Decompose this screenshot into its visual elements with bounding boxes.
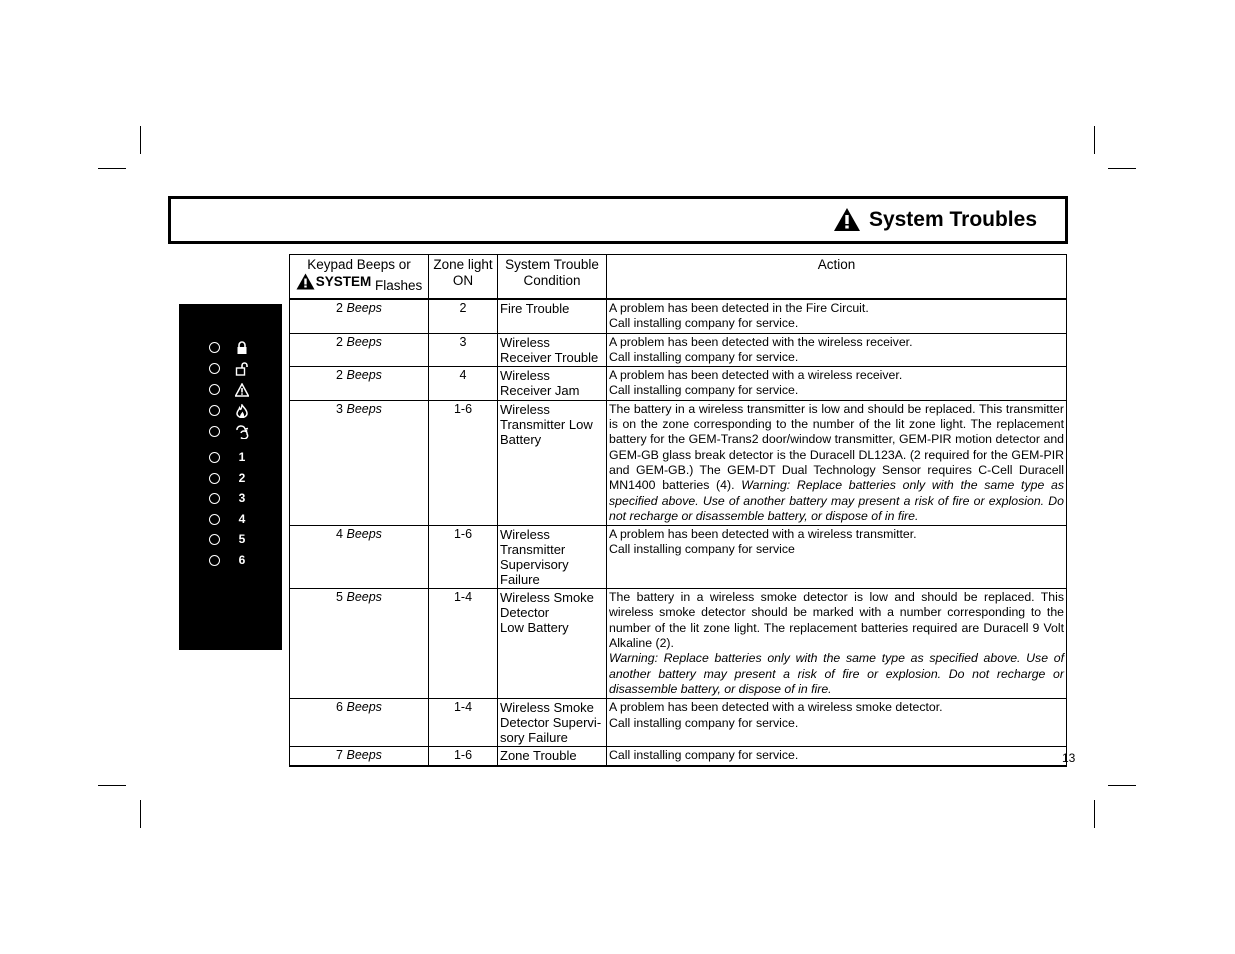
action-text: The battery in a wireless smoke detector is low and should be replaced. This wireless smoke detector should be marked with a number corresponding to the number of the lit zone light. The replacement batteries required are Duracell 9 Volt Alkaline (2). [609,590,1064,651]
condition-line: Wireless [500,527,550,543]
keypad-led [209,493,220,504]
table-header-row [290,255,1067,300]
header-text: System Trouble [505,257,599,272]
beep-word: Beeps [346,590,382,605]
header-text: Condition [523,273,581,288]
keypad-status-row [179,362,282,376]
keypad-led [209,363,220,374]
action-line: Call installing company for service. [609,349,799,364]
table-row [290,400,1067,525]
crop-mark [1108,785,1136,786]
zone-number: 1 [238,450,246,464]
beeps-cell [290,526,429,589]
crop-mark [140,126,141,154]
zone-cell: 1-4 [429,589,498,699]
condition-line: Low Battery [500,620,569,636]
zone-number: 5 [238,532,246,546]
page-title [833,207,1037,232]
crop-mark [1108,168,1136,169]
header-text: Flashes [375,278,423,293]
page-title-text: System Troubles [868,207,1037,231]
action-cell [607,589,1067,699]
header-text: Zone light [433,257,493,272]
lock-open-icon [235,362,249,376]
beep-word: Beeps [346,301,382,315]
condition-cell [498,367,607,401]
condition-line: Detector [500,605,550,621]
zone-cell: 1-6 [429,526,498,589]
beep-count: 3 [336,401,343,416]
action-cell [607,747,1067,766]
keypad-zone-row [179,513,282,527]
fire-icon [235,404,249,418]
condition-line: Wireless Smoke [500,700,594,716]
keypad-status-row [179,383,282,397]
condition-cell [498,747,607,766]
keypad-zone-row [179,533,282,547]
table-row [290,333,1067,367]
system-troubles-table [289,254,1067,767]
column-header-action [607,255,1067,300]
column-header-condition [498,255,607,300]
condition-line: sory Failure [500,730,568,746]
table-row [290,747,1067,766]
beep-word: Beeps [346,368,382,383]
beep-count: 6 [336,700,343,715]
action-line: Call installing company for service. [609,383,799,398]
header-text: Keypad Beeps or [307,257,411,272]
condition-cell [498,526,607,589]
action-line: A problem has been detected in the Fire Circuit. [609,301,869,315]
chime-icon [235,425,249,439]
beep-word: Beeps [346,334,382,349]
keypad-zone-row [179,554,282,568]
keypad-led [209,555,220,566]
header-text: ON [452,273,474,288]
condition-line: Supervisory [500,557,569,573]
beeps-cell [290,299,429,333]
beep-count: 2 [336,334,343,349]
zone-cell: 4 [429,367,498,401]
beeps-cell [290,699,429,747]
action-line: Call installing company for service. [609,748,799,763]
condition-line: Wireless Smoke [500,590,594,606]
action-cell [607,526,1067,589]
beep-count: 7 [336,748,343,763]
beep-count: 2 [336,368,343,383]
action-line: A problem has been detected with a wireless transmitter. [609,527,917,542]
zone-number: 3 [238,491,246,505]
keypad-led [209,426,220,437]
condition-cell [498,400,607,525]
zone-cell: 1-4 [429,699,498,747]
beep-count: 2 [336,301,343,315]
crop-mark [1094,800,1095,828]
table-row [290,526,1067,589]
keypad-zone-row [179,451,282,465]
crop-mark [98,168,126,169]
page-number: 13 [1062,751,1076,765]
action-cell [607,299,1067,333]
action-line: A problem has been detected with a wireless receiver. [609,368,903,383]
battery-warning-text: Warning: Replace batteries only with the same type as specified above. Use of another battery may present a risk of fire or explosion. Do not recharge or disassemble battery, or dispose of in fire. [609,651,1064,696]
zone-number: 6 [238,553,246,567]
table-row [290,589,1067,699]
zone-cell: 2 [429,299,498,333]
header-system-flashes [296,273,372,290]
condition-line: Transmitter [500,542,566,558]
beep-count: 4 [336,527,343,542]
table-row [290,367,1067,401]
crop-mark [1094,126,1095,154]
action-line: Call installing company for service. [609,715,799,730]
beep-word: Beeps [346,748,382,763]
warning-triangle-icon [833,207,861,232]
condition-cell [498,333,607,367]
battery-warning-text: Warning: Replace batteries only with the same type as specified above. Use of another battery may present a risk of fire or explosion. Do not recharge or disassemble battery, or dispose of in fire. [609,478,1064,523]
condition-cell [498,589,607,699]
keypad-led [209,405,220,416]
keypad-led [209,514,220,525]
condition-line: Detector Supervi- [500,715,602,731]
keypad-led [209,342,220,353]
condition-cell [498,699,607,747]
action-line: A problem has been detected with the wireless receiver. [609,334,913,349]
condition-line: Failure [500,572,540,588]
keypad-status-row [179,404,282,418]
beep-word: Beeps [346,700,382,715]
keypad-led [209,452,220,463]
beeps-cell [290,589,429,699]
action-line: Call installing company for service. [609,316,799,331]
beep-word: Beeps [346,527,382,542]
zone-cell: 1-6 [429,400,498,525]
condition-line: Receiver Jam [500,383,580,399]
zone-cell: 1-6 [429,747,498,766]
action-cell [607,400,1067,525]
beep-word: Beeps [346,401,382,416]
beep-count: 5 [336,590,343,605]
column-header-zone [429,255,498,300]
keypad-panel [179,304,282,650]
table-row [290,299,1067,333]
column-header-beeps [290,255,429,300]
zone-number: 2 [238,471,246,485]
keypad-zone-row [179,472,282,486]
crop-mark [98,785,126,786]
warning-triangle-icon [235,383,249,397]
action-line: A problem has been detected with a wireless smoke detector. [609,700,943,715]
lock-closed-icon [235,341,249,355]
action-cell [607,333,1067,367]
keypad-led [209,384,220,395]
beeps-cell [290,367,429,401]
condition-line: Zone Trouble [500,748,577,764]
condition-line: Wireless [500,401,550,417]
keypad-status-row [179,341,282,355]
action-cell [607,699,1067,747]
keypad-zone-row [179,492,282,506]
keypad-led [209,534,220,545]
warning-triangle-icon [296,273,315,290]
beeps-cell [290,333,429,367]
condition-line: Wireless [500,368,550,384]
condition-cell [498,299,607,333]
action-line: Call installing company for service [609,542,795,557]
condition-line: Battery [500,431,542,447]
action-cell [607,367,1067,401]
crop-mark [140,800,141,828]
header-text: Action [817,257,856,272]
keypad-led [209,473,220,484]
condition-line: Receiver Trouble [500,349,599,365]
condition-line: Transmitter Low [500,416,593,432]
zone-cell: 3 [429,333,498,367]
header-system-word: SYSTEM [315,273,372,289]
condition-line: Wireless [500,334,550,350]
zone-number: 4 [238,512,246,526]
beeps-cell [290,400,429,525]
beeps-cell [290,747,429,766]
section-header [168,196,1068,244]
action-text: The battery in a wireless transmitter is low and should be replaced. This transmitter is on the zone corresponding to the number of the lit zone light. The replacement battery for the GEM-Trans2 door/window transmitter, GEM-PIR motion detector and GEM-GB glass break detector is the Duracell DL123A. (2 required for the GEM-PIR and GEM-GB.) The GEM-DT Dual Technology Sensor requires C-Cell Duracell MN1400 batteries (4). [609,401,1064,493]
keypad-status-row [179,425,282,439]
condition-line: Fire Trouble [500,301,570,316]
table-row [290,699,1067,747]
